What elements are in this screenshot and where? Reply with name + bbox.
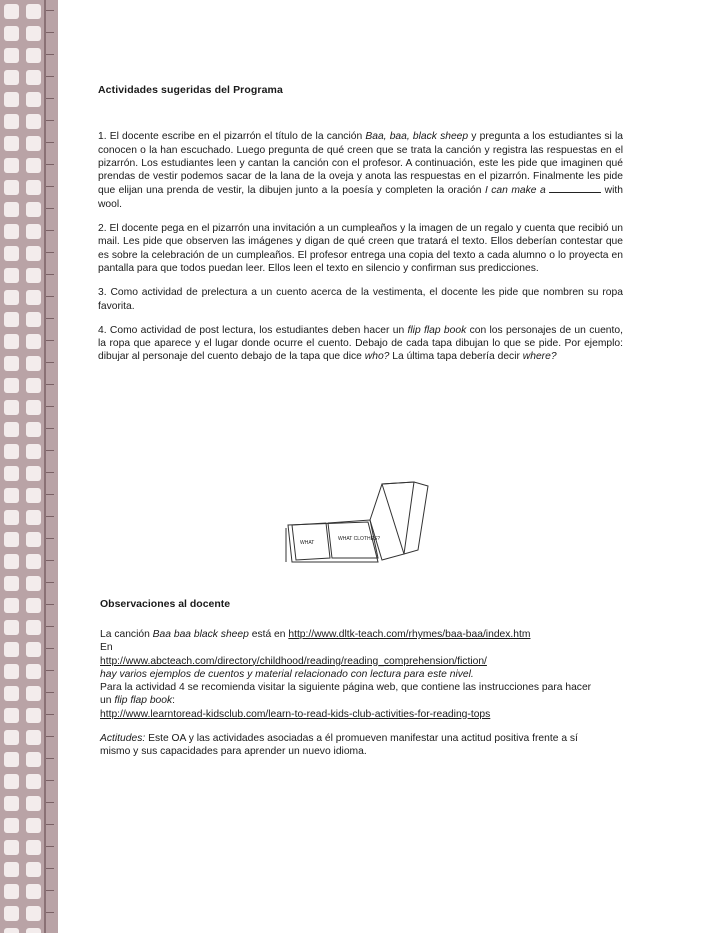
film-hole <box>26 884 41 899</box>
film-hole <box>4 4 19 19</box>
film-hole <box>26 224 41 239</box>
film-tick <box>46 318 54 319</box>
film-hole <box>26 356 41 371</box>
film-hole <box>4 224 19 239</box>
observaciones-body <box>100 628 596 759</box>
film-hole <box>26 510 41 525</box>
film-hole <box>4 642 19 657</box>
film-hole <box>26 620 41 635</box>
film-hole <box>4 752 19 767</box>
film-tick <box>46 230 54 231</box>
film-hole <box>4 422 19 437</box>
film-tick <box>46 758 54 759</box>
film-hole <box>26 246 41 261</box>
flap-label-right: WHAT CLOTHES? <box>338 536 381 542</box>
film-hole <box>26 4 41 19</box>
film-tick <box>46 406 54 407</box>
paragraph-text: 4. Como actividad de post lectura, los estudiantes deben hacer un <box>98 324 408 336</box>
film-tick <box>46 274 54 275</box>
film-hole <box>26 840 41 855</box>
film-tick <box>46 98 54 99</box>
film-hole <box>26 70 41 85</box>
film-hole <box>4 378 19 393</box>
film-hole <box>4 268 19 283</box>
activity-paragraph-4 <box>98 324 623 364</box>
film-hole <box>4 290 19 305</box>
film-hole <box>4 334 19 349</box>
sentence-prompt: I can make a <box>484 185 546 197</box>
flap-right-raised <box>370 482 414 560</box>
film-tick <box>46 692 54 693</box>
film-hole <box>26 730 41 745</box>
obs-line-2: En <box>100 642 113 654</box>
activity-paragraph-1 <box>98 130 623 211</box>
actitudes-label: Actitudes: <box>100 733 146 745</box>
film-hole <box>26 312 41 327</box>
film-hole <box>26 422 41 437</box>
film-tick <box>46 450 54 451</box>
film-hole <box>26 532 41 547</box>
obs-text: La canción <box>100 629 153 640</box>
film-hole <box>26 928 41 933</box>
film-hole <box>4 620 19 635</box>
film-hole <box>4 532 19 547</box>
film-tick <box>46 582 54 583</box>
film-hole <box>4 818 19 833</box>
film-tick <box>46 32 54 33</box>
film-hole <box>4 114 19 129</box>
film-tick <box>46 868 54 869</box>
film-hole <box>4 136 19 151</box>
film-hole <box>4 510 19 525</box>
spacer <box>100 721 596 732</box>
film-tick <box>46 208 54 209</box>
film-hole <box>4 444 19 459</box>
film-strip-holes <box>0 0 58 933</box>
film-hole <box>26 114 41 129</box>
film-tick <box>46 142 54 143</box>
obs-line-4 <box>100 668 596 681</box>
film-hole <box>26 26 41 41</box>
paragraph-text: La última tapa debería decir <box>389 351 523 363</box>
paragraph-text: with wool. <box>98 185 623 210</box>
film-tick <box>46 560 54 561</box>
film-hole <box>26 136 41 151</box>
film-hole <box>26 774 41 789</box>
film-tick <box>46 912 54 913</box>
film-tick <box>46 648 54 649</box>
document-body <box>98 84 623 375</box>
obs-text: : <box>172 695 176 707</box>
film-hole <box>4 928 19 933</box>
film-hole <box>26 400 41 415</box>
film-hole <box>4 686 19 701</box>
film-tick <box>46 780 54 781</box>
film-hole <box>4 576 19 591</box>
obs-text: Para la actividad 4 se recomienda visitar la siguiente página web, que contiene las instrucciones para hacer un <box>100 682 592 707</box>
film-hole <box>26 576 41 591</box>
film-tick <box>46 538 54 539</box>
film-hole <box>4 840 19 855</box>
film-tick <box>46 626 54 627</box>
song-title: Baa, baa, black sheep <box>365 131 469 143</box>
film-tick <box>46 362 54 363</box>
film-hole <box>26 906 41 921</box>
film-tick <box>46 340 54 341</box>
film-hole <box>26 752 41 767</box>
film-hole <box>4 796 19 811</box>
flip-flap-book-diagram <box>278 470 448 570</box>
flip-flap-term: flip flap book <box>407 324 467 336</box>
paragraph-text: 1. El docente escribe en el pizarrón el título de la canción <box>98 131 366 143</box>
film-tick <box>46 10 54 11</box>
observaciones-heading: Observaciones al docente <box>100 598 231 610</box>
activity-paragraph-2: 2. El docente pega en el pizarrón una invitación a un cumpleaños y la imagen de un regalo y cuenta que recibió un mail. Les pide que observen las imágenes y digan de qué creen que tratará el texto. Ellos deberían contestar que es sobre la celebración de un cumpleaños. El profesor entrega una copia del texto a cada alumno o lo proyecta en pantalla para que todos puedan leer. Ellos leen el texto en silencio y confirman sus predicciones. <box>98 223 623 274</box>
film-tick <box>46 736 54 737</box>
obs-flip-flap-term: flip flap book <box>114 695 173 707</box>
film-hole <box>4 906 19 921</box>
film-tick <box>46 670 54 671</box>
film-hole <box>4 730 19 745</box>
film-hole <box>26 642 41 657</box>
film-tick <box>46 846 54 847</box>
who-term: who? <box>364 351 390 363</box>
film-tick <box>46 296 54 297</box>
paragraph-text: con los personajes de un cuento, la ropa que aparece y el lugar donde ocurre el cuento. Debajo de cada tapa dibujan lo que se pide. Por ejemplo: dibujar al personaje del cuento debajo de la tapa que dice <box>98 324 623 363</box>
film-hole <box>4 884 19 899</box>
flip-flap-book-illustration <box>278 470 448 570</box>
film-tick <box>46 714 54 715</box>
obs-text: está en <box>248 629 289 640</box>
film-hole <box>26 818 41 833</box>
film-hole <box>4 202 19 217</box>
film-tick <box>46 494 54 495</box>
film-tick <box>46 824 54 825</box>
film-hole <box>4 664 19 679</box>
film-tick <box>46 164 54 165</box>
film-hole <box>4 488 19 503</box>
film-hole <box>4 598 19 613</box>
film-tick <box>46 384 54 385</box>
film-hole <box>26 92 41 107</box>
film-hole <box>4 312 19 327</box>
film-hole <box>4 708 19 723</box>
film-hole <box>26 48 41 63</box>
obs-line-1 <box>100 628 596 641</box>
where-term: where? <box>522 351 557 363</box>
film-strip-border <box>0 0 58 933</box>
film-hole <box>4 356 19 371</box>
film-hole <box>26 554 41 569</box>
film-hole <box>26 862 41 877</box>
obs-song-title: Baa baa black sheep <box>152 629 249 640</box>
obs-line-5 <box>100 681 596 708</box>
link-learntoread[interactable]: http://www.learntoread-kidsclub.com/learn-to-read-kids-club-activities-for-reading-tops <box>100 708 491 720</box>
film-hole <box>26 268 41 283</box>
film-strip-edge <box>44 0 46 933</box>
film-hole <box>4 554 19 569</box>
film-hole <box>4 466 19 481</box>
film-hole <box>26 444 41 459</box>
film-hole <box>4 774 19 789</box>
film-hole <box>26 158 41 173</box>
page-title: Actividades sugeridas del Programa <box>98 84 283 96</box>
blank-line <box>549 183 601 193</box>
film-hole <box>26 598 41 613</box>
film-tick <box>46 472 54 473</box>
film-hole <box>4 400 19 415</box>
film-tick <box>46 516 54 517</box>
link-abcteach[interactable]: http://www.abcteach.com/directory/childhood/reading/reading_comprehension/fiction/ <box>100 655 487 667</box>
activity-paragraph-3: 3. Como actividad de prelectura a un cuento acerca de la vestimenta, el docente les pide que nombren su ropa favorita. <box>98 287 623 312</box>
film-hole <box>4 862 19 877</box>
film-tick <box>46 120 54 121</box>
film-hole <box>4 246 19 261</box>
paragraph-text: y pregunta a los estudiantes si la conocen o la han escuchado. Luego pregunta de qué creen que se trata la canción y registra las respuestas en el pizarrón. Los estudiantes leen y cantan la canción con el profesor. A continuación, este les pide que imaginen qué prendas de vestir podemos sacar de la lana de la oveja y anota las respuestas en el pizarrón. Finalmente les pide que elijan una prenda de vestir, la dibujen junto a la poesía y completen la oración <box>98 131 623 197</box>
film-tick <box>46 428 54 429</box>
film-hole <box>26 202 41 217</box>
link-dltk-teach[interactable]: http://www.dltk-teach.com/rhymes/baa-baa/index.htm <box>288 629 531 640</box>
film-tick <box>46 76 54 77</box>
film-hole <box>26 488 41 503</box>
film-hole <box>4 70 19 85</box>
film-hole <box>26 664 41 679</box>
film-tick <box>46 54 54 55</box>
flap-label-left: WHAT <box>300 540 315 546</box>
film-hole <box>26 378 41 393</box>
actitudes-text: Este OA y las actividades asociadas a él promueven manifestar una actitud positiva frente a sí mismo y sus capacidades para aprender un nuevo idioma. <box>100 733 578 758</box>
film-tick <box>46 802 54 803</box>
film-hole <box>26 796 41 811</box>
film-hole <box>26 290 41 305</box>
film-tick <box>46 890 54 891</box>
obs-italic-text: hay varios ejemplos de cuentos y material relacionado con lectura para este nivel. <box>100 668 474 680</box>
film-hole <box>26 686 41 701</box>
film-hole <box>26 708 41 723</box>
film-hole <box>4 180 19 195</box>
film-hole <box>4 92 19 107</box>
film-tick <box>46 252 54 253</box>
film-hole <box>26 180 41 195</box>
obs-actitudes <box>100 732 596 759</box>
film-hole <box>26 334 41 349</box>
film-tick <box>46 186 54 187</box>
film-hole <box>4 26 19 41</box>
film-hole <box>26 466 41 481</box>
film-hole <box>4 158 19 173</box>
film-hole <box>4 48 19 63</box>
film-tick <box>46 604 54 605</box>
